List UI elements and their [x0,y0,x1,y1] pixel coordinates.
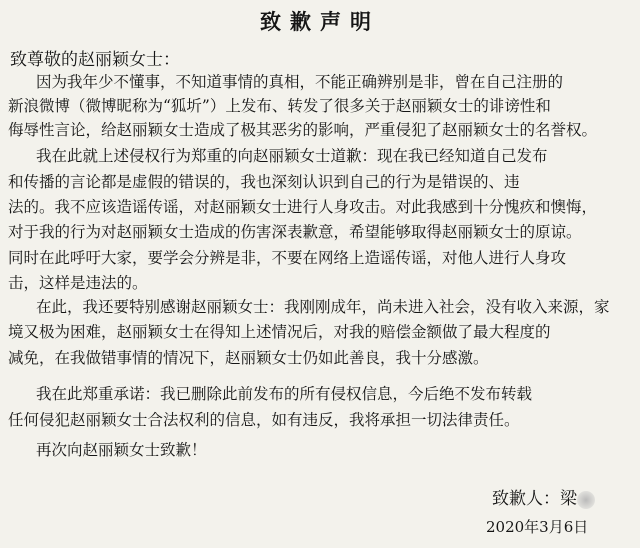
signer-name: 致歉人：梁 [492,489,577,509]
body-line: 再次向赵丽颖女士致歉！ [36,441,207,459]
body-line: 侮辱性言论，给赵丽颖女士造成了极其恶劣的影响，严重侵犯了赵丽颖女士的名誉权。 [8,121,598,139]
body-line: 同时在此呼吁大家，要学会分辨是非，不要在网络上造谣传谣，对他人进行人身攻 [8,249,567,267]
salutation: 致尊敬的赵丽颖女士： [10,50,180,70]
body-line: 对于我的行为对赵丽颖女士造成的伤害深表歉意，希望能够取得赵丽颖女士的原谅。 [8,223,582,241]
body-line: 击，这样是违法的。 [8,274,148,292]
body-line: 任何侵犯赵丽颖女士合法权利的信息，如有违反，我将承担一切法律责任。 [8,411,520,429]
body-line: 法的。我不应该造谣传谣，对赵丽颖女士进行人身攻击。对此我感到十分愧疚和懊悔， [8,198,598,216]
body-line: 和传播的言论都是虚假的错误的，我也深刻认识到自己的行为是错误的、违 [8,173,520,191]
body-line: 在此，我还要特别感谢赵丽颖女士：我刚刚成年，尚未进入社会，没有收入来源，家 [36,298,610,316]
blurred-name-mark [577,491,595,509]
body-line: 新浪微博（微博昵称为“狐圻”）上发布、转发了很多关于赵丽颖女士的诽谤性和 [8,97,551,115]
body-line: 减免，在我做错事情的情况下，赵丽颖女士仍如此善良，我十分感激。 [8,349,489,367]
signature-block [492,484,595,509]
letter-title: 致歉声明 [260,9,380,34]
body-line: 我在此郑重承诺：我已删除此前发布的所有侵权信息，今后绝不发布转载 [36,385,533,403]
body-line: 我在此就上述侵权行为郑重的向赵丽颖女士道歉：现在我已经知道自己发布 [36,147,548,165]
signature-date: 2020年3月6日 [486,518,589,536]
body-line: 境又极为困难，赵丽颖女士在得知上述情况后，对我的赔偿金额做了最大程度的 [8,323,551,341]
body-line: 因为我年少不懂事，不知道事情的真相，不能正确辨别是非，曾在自己注册的 [36,73,564,91]
